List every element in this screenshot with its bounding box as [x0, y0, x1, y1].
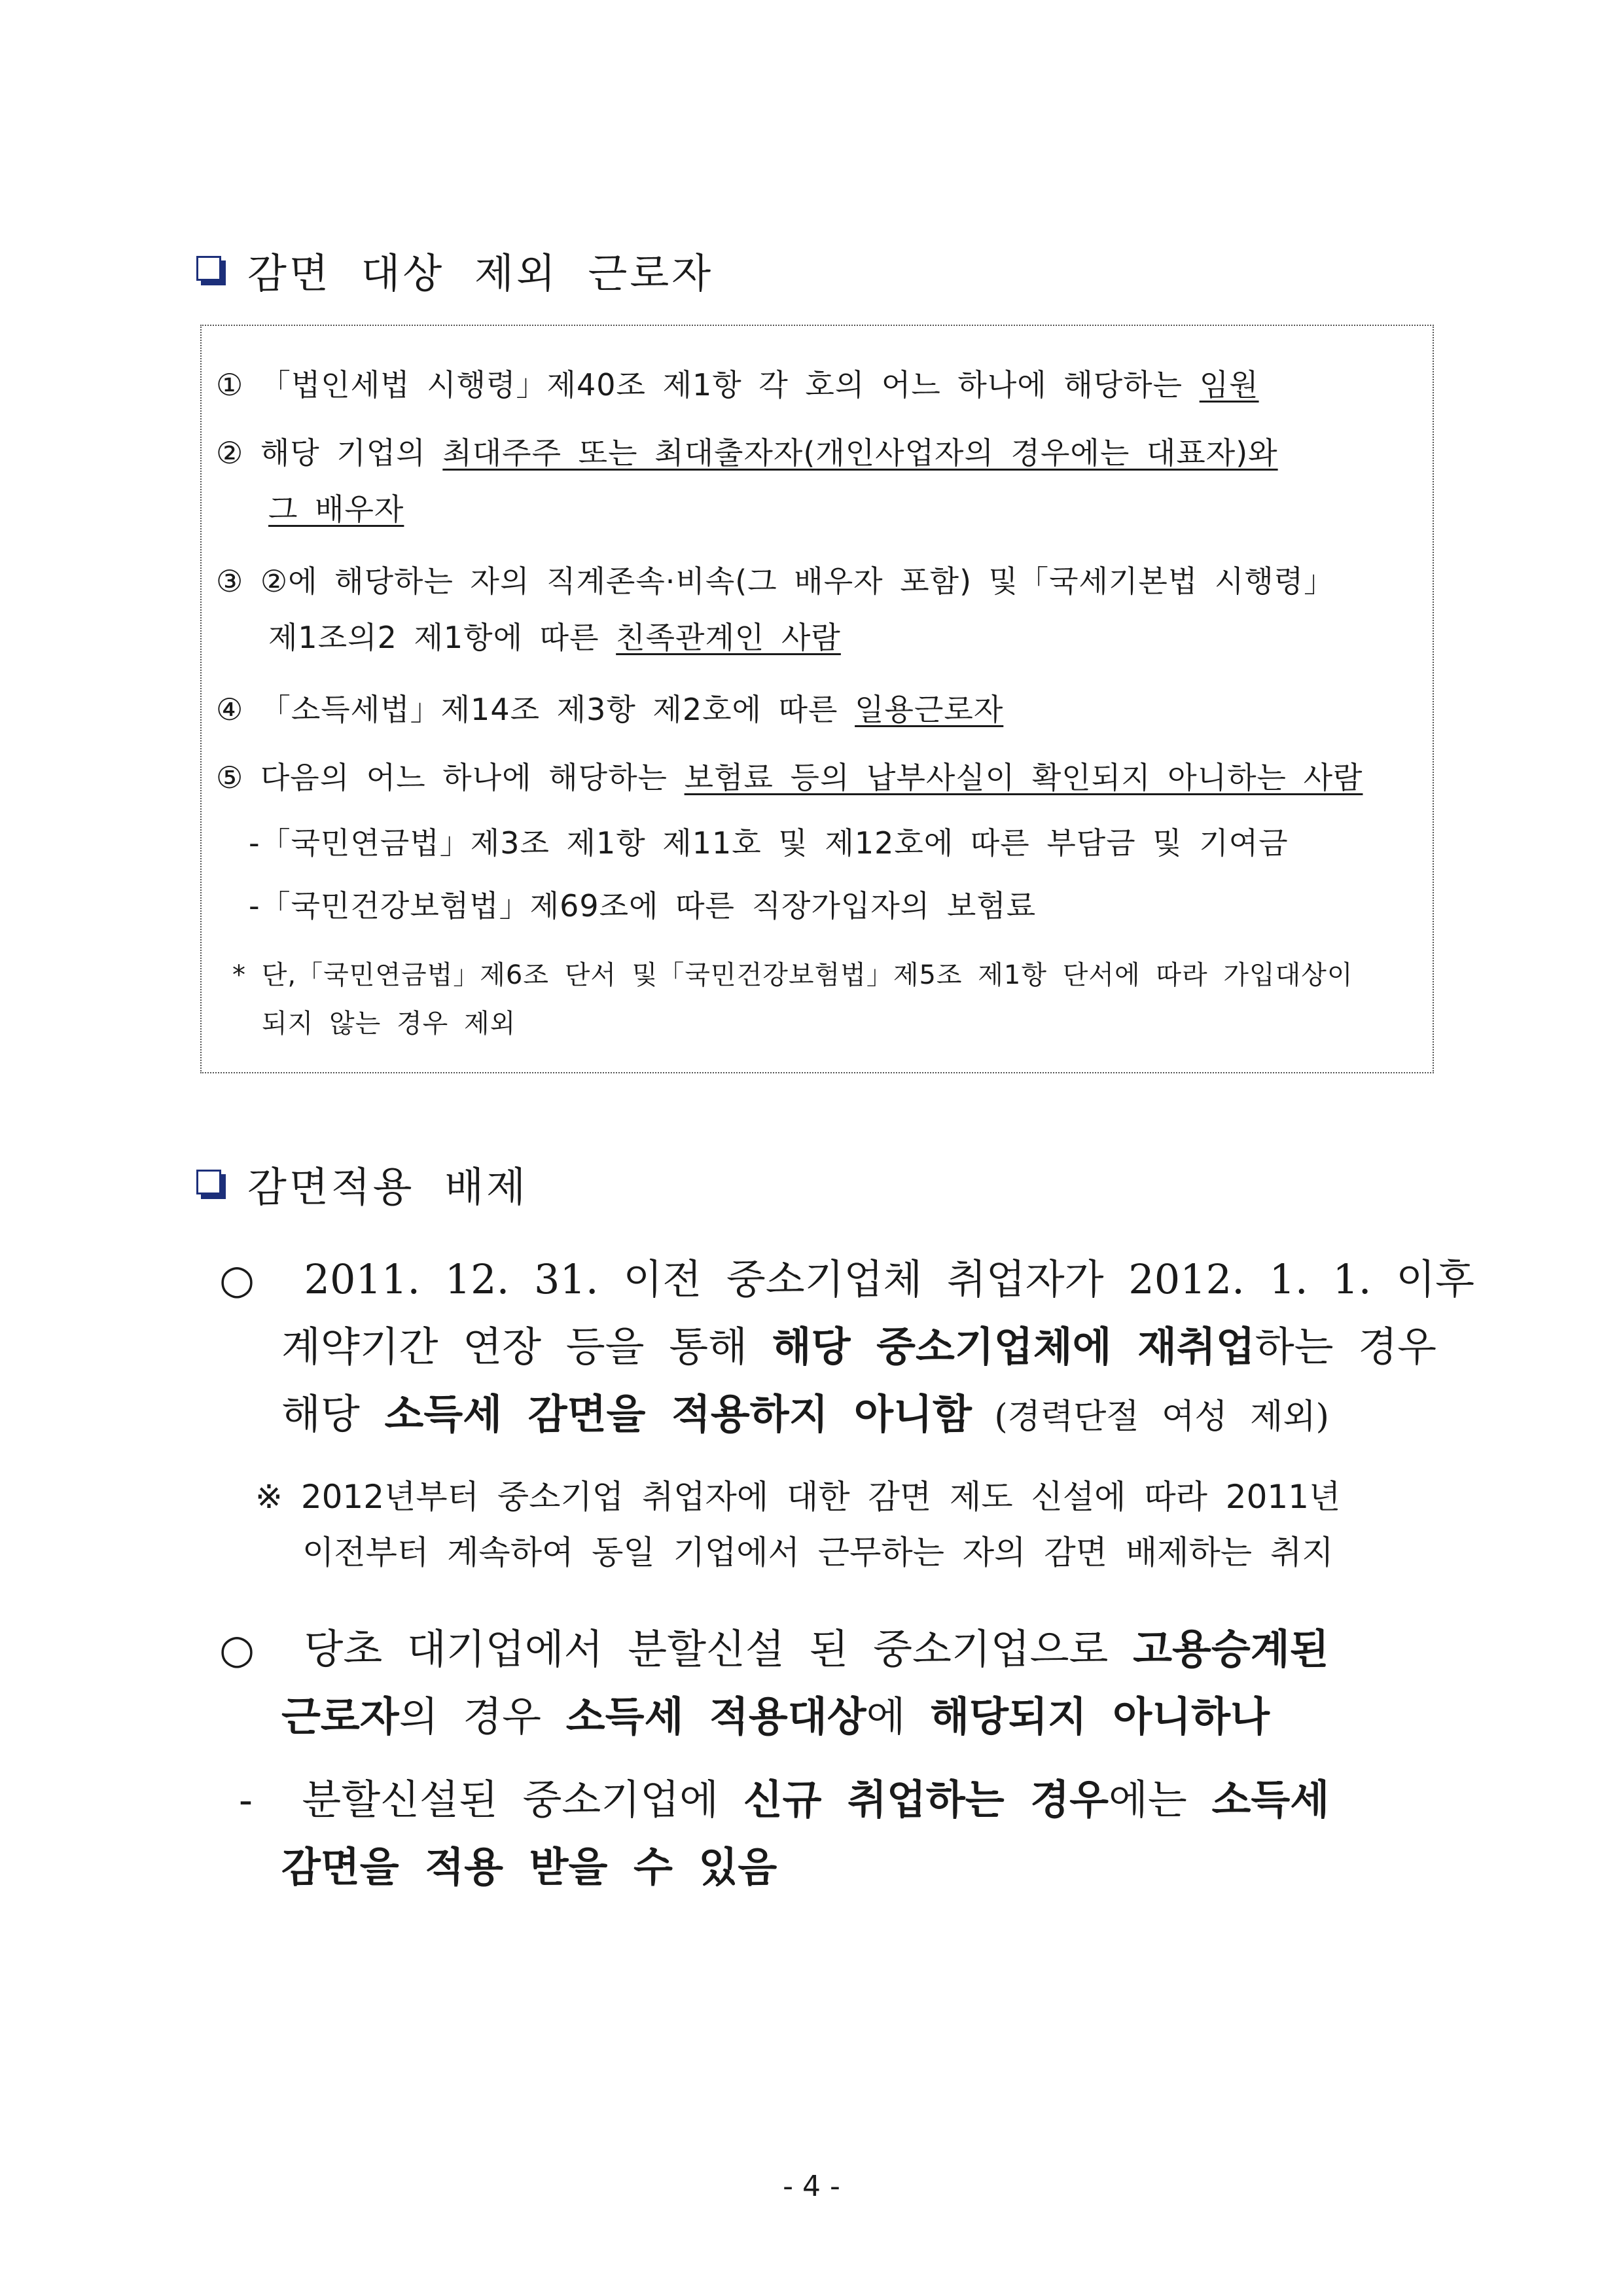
list-item-3: ③ ②에 해당하는 자의 직계존속·비속(그 배우자 포함) 및「국세기본법 시행령」 — [216, 564, 1335, 599]
square-bullet-icon — [196, 256, 225, 285]
sub-item-2: -「국민건강보험법」제69조에 따른 직장가입자의 보험료 — [249, 888, 1037, 924]
list-item-5: ⑤ 다음의 어느 하나에 해당하는 보험료 등의 납부사실이 확인되지 아니하는 사람 — [216, 760, 1363, 795]
note-line-2: 이전부터 계속하여 동일 기업에서 근무하는 자의 감면 배제하는 취지 — [302, 1534, 1334, 1571]
section-heading-exemption-exclusion — [196, 1155, 528, 1213]
footnote-line-2: 되지 않는 경우 제외 — [262, 1009, 516, 1039]
page-number: - 4 - — [783, 2170, 840, 2203]
note-line-1: ※ 2012년부터 중소기업 취업자에 대한 감면 제도 신설에 따라 2011년 — [255, 1478, 1341, 1516]
list-item-2-cont: 그 배우자 — [268, 492, 404, 527]
section-title: 감면적용 배제 — [247, 1163, 529, 1211]
list-item-2: ② 해당 기업의 최대주주 또는 최대출자자(개인사업자의 경우에는 대표자)와 — [216, 435, 1278, 471]
footnote-line-1: * 단,「국민연금법」제6조 단서 및「국민건강보험법」제5조 제1항 단서에 따라 가입대상이 — [232, 960, 1353, 990]
paragraph-1-line-1: ○ 2011. 12. 31. 이전 중소기업체 취업자가 2012. 1. 1. 이후 — [219, 1255, 1474, 1303]
paragraph-1-line-2: 계약기간 연장 등을 통해 해당 중소기업체에 재취업하는 경우 — [281, 1323, 1437, 1371]
section-title: 감면 대상 제외 근로자 — [247, 249, 714, 297]
paragraph-1-line-3: 해당 소득세 감면을 적용하지 아니함 (경력단절 여성 제외) — [281, 1390, 1329, 1438]
list-item-4: ④ 「소득세법」제14조 제3항 제2호에 따른 일용근로자 — [216, 692, 1004, 727]
list-item-1: ① 「법인세법 시행령」제40조 제1항 각 호의 어느 하나에 해당하는 임원 — [216, 367, 1259, 403]
paragraph-3-line-2: 감면을 적용 받을 수 있음 — [281, 1843, 777, 1891]
list-item-3-cont: 제1조의2 제1항에 따른 친족관계인 사람 — [268, 620, 841, 655]
sub-item-1: -「국민연금법」제3조 제1항 제11호 및 제12호에 따른 부담금 및 기여금 — [249, 825, 1289, 861]
paragraph-2-line-1: ○ 당초 대기업에서 분할신설 된 중소기업으로 고용승계된 — [219, 1625, 1329, 1673]
paragraph-2-line-2: 근로자의 경우 소득세 적용대상에 해당되지 아니하나 — [281, 1693, 1270, 1740]
square-bullet-icon — [196, 1170, 225, 1198]
section-heading-exclusions — [196, 241, 713, 299]
paragraph-3-line-1: - 분할신설된 중소기업에 신규 취업하는 경우에는 소득세 — [239, 1776, 1330, 1823]
